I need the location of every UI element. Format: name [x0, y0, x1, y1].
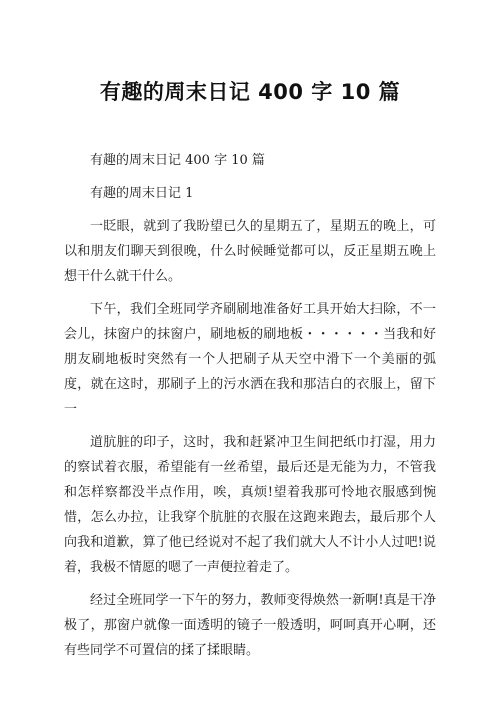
paragraph-3: 道肮脏的印子，这时，我和赶紧冲卫生间把纸巾打湿，用力的察试着衣服，希望能有一丝希望，最后还是无能为力，不管我和怎样察都没半点作用，唉，真烦!望着我那可怜地衣服感到惋惜，怎么办拉，让我穿个肮脏的衣服在这跑来跑去，最后那个人向我和道歉，算了他已经说对不起了我们就大人不计小人过吧!说着，我极不情愿的嗯了一声便拉着走了。	[64, 435, 436, 575]
entry-heading: 有趣的周末日记 1	[90, 186, 194, 201]
paragraph-4: 经过全班同学一下午的努力，教师变得焕然一新啊!真是干净极了，那窗户就像一面透明的镜子一般透明，呵呵真开心啊，还有些同学不可置信的揉了揉眼睛。	[64, 593, 436, 658]
paragraph-2: 下午，我们全班同学齐刷刷地准备好工具开始大扫除，不一会儿，抹窗户的抹窗户，刷地板的刷地板・・・・・・当我和好朋友刷地板时突然有一个人把刷子从天空中滑下一个美丽的弧度，就在这时，那刷子上的污水洒在我和那洁白的衣服上，留下一	[64, 302, 436, 417]
document-title: 有趣的周末日记 400 字 10 篇	[99, 80, 401, 104]
document-subtitle: 有趣的周末日记 400 字 10 篇	[90, 153, 265, 168]
paragraph-1: 一眨眼，就到了我盼望已久的星期五了，星期五的晚上，可以和朋友们聊天到很晚，什么时候睡觉都可以，反正星期五晚上想干什么就干什么。	[64, 219, 436, 284]
document-body	[64, 148, 436, 663]
